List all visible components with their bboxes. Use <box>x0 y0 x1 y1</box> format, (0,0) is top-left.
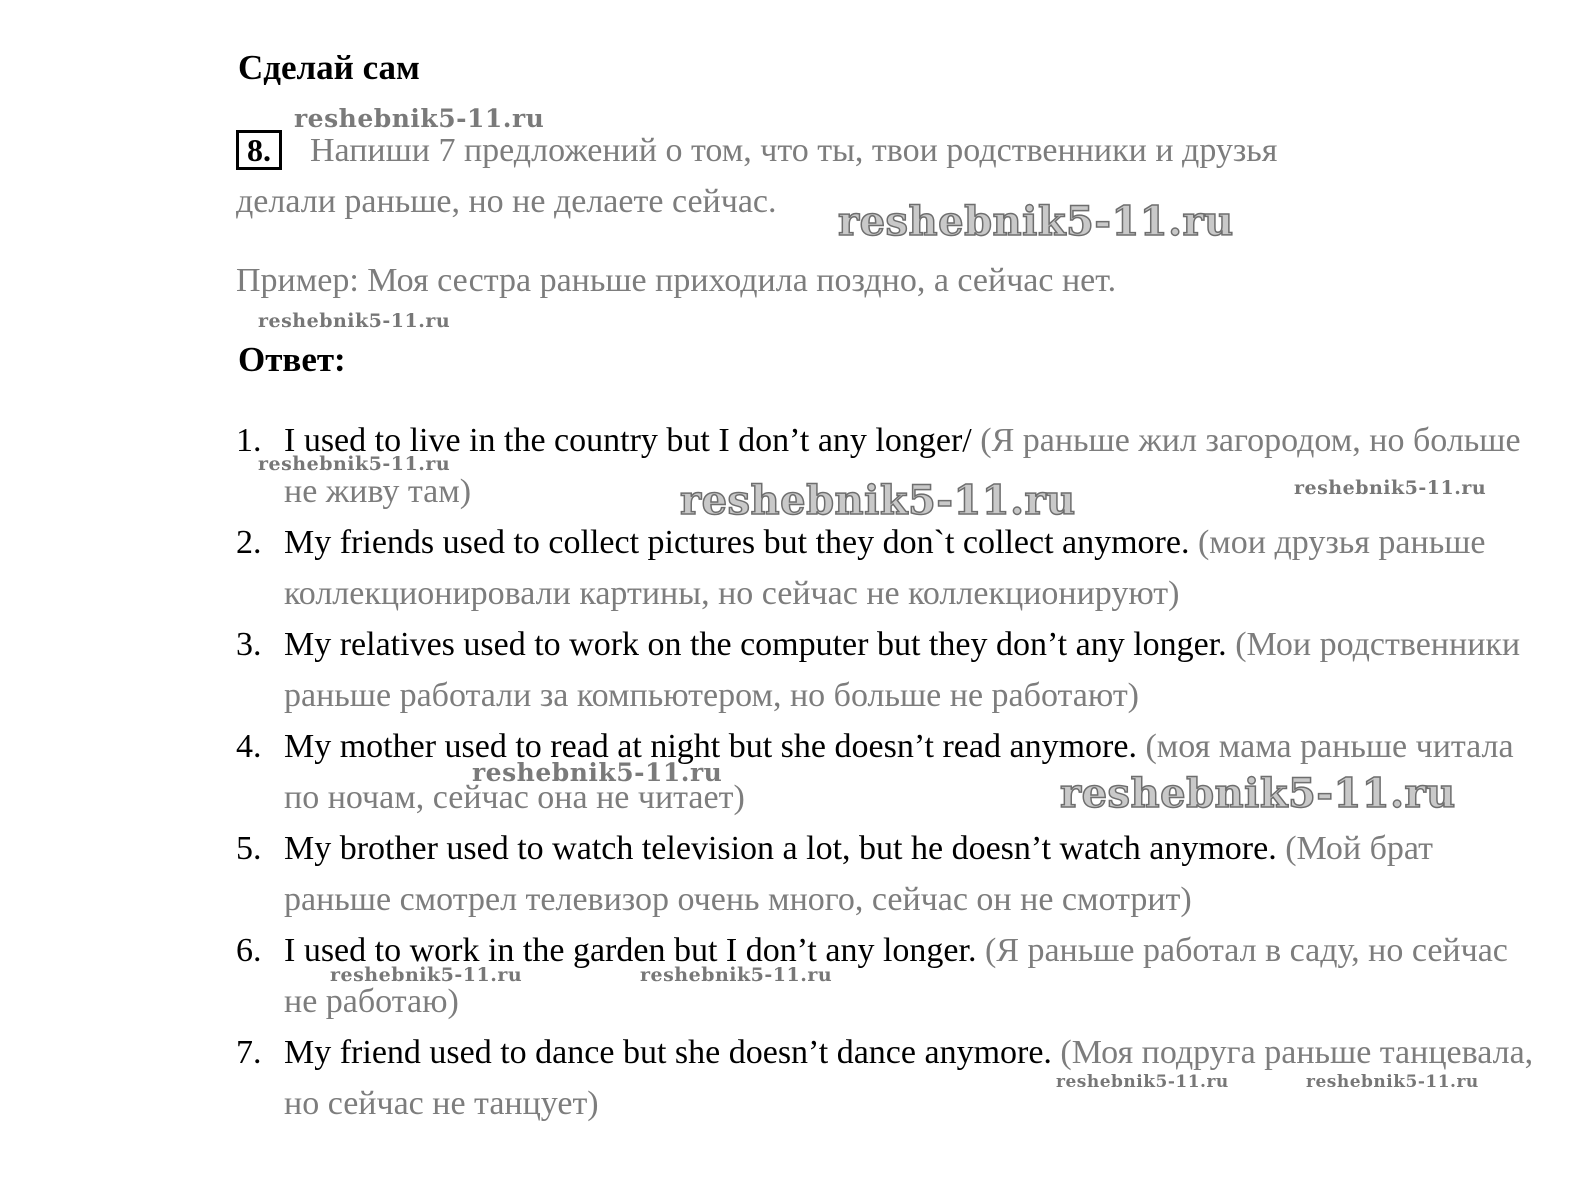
watermark: reshebnik5-11.ru <box>1306 1072 1479 1092</box>
answer-item <box>236 1027 1536 1129</box>
answer-label: Ответ: <box>238 340 346 379</box>
watermark: reshebnik5-11.ru <box>258 453 451 475</box>
watermark: reshebnik5-11.ru <box>330 964 523 986</box>
answer-translation: (моя мама раньше читала по ночам, сейчас она не читает) <box>284 728 1514 816</box>
watermark: reshebnik5-11.ru <box>640 964 833 986</box>
answer-item <box>236 517 1536 619</box>
answer-english: My friend used to dance but she doesn’t dance anymore. <box>284 1034 1052 1071</box>
watermark: reshebnik5-11.ru <box>294 104 545 133</box>
task-example: Пример: Моя сестра раньше приходила поздно, а сейчас нет. <box>236 262 1117 299</box>
answer-english: I used to work in the garden but I don’t any longer. <box>284 932 977 969</box>
answer-item <box>236 619 1536 721</box>
task-text-line-1: Напиши 7 предложений о том, что ты, твои родственники и друзья <box>310 132 1278 169</box>
answer-english: My friends used to collect pictures but they don`t collect anymore. <box>284 524 1190 561</box>
watermark: reshebnik5-11.ru <box>472 758 723 787</box>
answer-translation: (Мои родственники раньше работали за компьютером, но больше не работают) <box>284 626 1521 714</box>
task-number-box: 8. <box>236 130 282 170</box>
watermark: reshebnik5-11.ru <box>258 310 451 332</box>
answer-item <box>236 415 1536 517</box>
answer-number: 3. <box>236 626 262 663</box>
answer-list <box>236 415 1536 1129</box>
answer-translation: (Моя подруга раньше танцевала, но сейчас не танцует) <box>284 1034 1534 1122</box>
answer-item <box>236 925 1536 1027</box>
answer-translation: (Я раньше работал в саду, но сейчас не работаю) <box>284 932 1508 1020</box>
answer-number: 4. <box>236 728 262 765</box>
answer-number: 7. <box>236 1034 262 1071</box>
watermark: reshebnik5-11.ru <box>1060 770 1456 817</box>
answer-number: 1. <box>236 422 262 459</box>
watermark: reshebnik5-11.ru <box>1294 477 1487 499</box>
answer-english: My brother used to watch television a lot, but he doesn’t watch anymore. <box>284 830 1277 867</box>
watermark: reshebnik5-11.ru <box>838 198 1234 245</box>
task-text-line-2: делали раньше, но не делаете сейчас. <box>236 183 777 220</box>
answer-translation: (Я раньше жил загородом, но больше не живу там) <box>284 422 1521 510</box>
answer-translation: (Мой брат раньше смотрел телевизор очень много, сейчас он не смотрит) <box>284 830 1433 918</box>
answer-english: My mother used to read at night but she doesn’t read anymore. <box>284 728 1137 765</box>
answer-english: My relatives used to work on the computer but they don’t any longer. <box>284 626 1227 663</box>
watermark: reshebnik5-11.ru <box>1056 1072 1229 1092</box>
answer-translation: (мои друзья раньше коллекционировали картины, но сейчас не коллекционируют) <box>284 524 1486 612</box>
answer-item <box>236 721 1536 823</box>
answer-number: 6. <box>236 932 262 969</box>
answer-number: 2. <box>236 524 262 561</box>
answer-item <box>236 823 1536 925</box>
watermark: reshebnik5-11.ru <box>680 477 1076 524</box>
section-heading: Сделай сам <box>238 48 420 87</box>
answer-english: I used to live in the country but I don’t any longer/ <box>284 422 972 459</box>
answer-number: 5. <box>236 830 262 867</box>
